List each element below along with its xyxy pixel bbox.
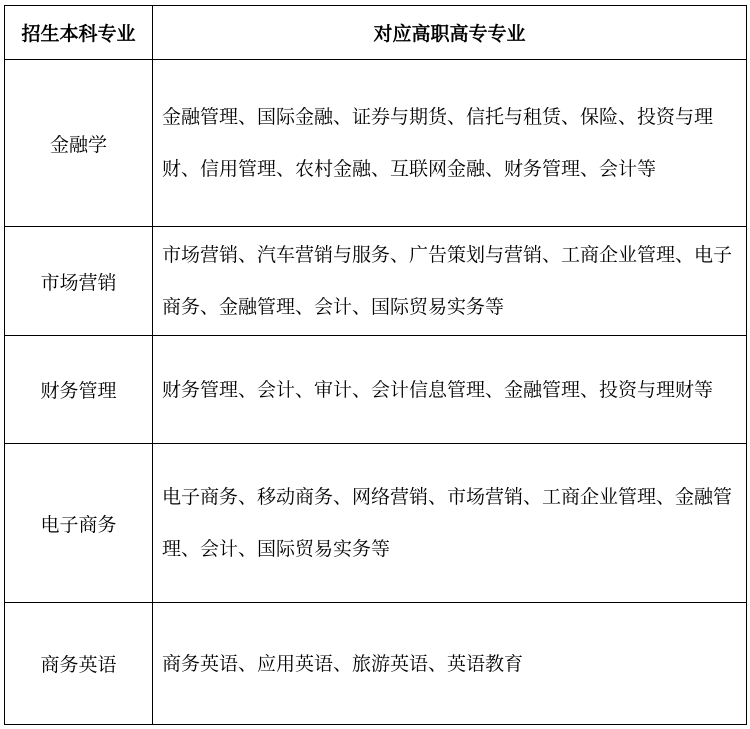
- table-row: [5, 60, 747, 227]
- header-undergrad-major: 招生本科专业: [5, 6, 153, 60]
- table-row: [5, 227, 747, 336]
- undergrad-major-cell: 电子商务: [5, 444, 153, 603]
- undergrad-major-cell: 财务管理: [5, 336, 153, 444]
- undergrad-major-cell: 市场营销: [5, 227, 153, 336]
- undergrad-major-cell: 商务英语: [5, 603, 153, 725]
- header-vocational-major: 对应高职高专专业: [153, 6, 747, 60]
- vocational-majors-cell: 财务管理、会计、审计、会计信息管理、金融管理、投资与理财等: [153, 336, 747, 444]
- header-row: [5, 6, 747, 60]
- vocational-majors-cell: 商务英语、应用英语、旅游英语、英语教育: [153, 603, 747, 725]
- major-mapping-table: [4, 5, 747, 725]
- table-row: [5, 603, 747, 725]
- table-row: [5, 336, 747, 444]
- vocational-majors-cell: 市场营销、汽车营销与服务、广告策划与营销、工商企业管理、电子商务、金融管理、会计、国际贸易实务等: [153, 227, 747, 336]
- vocational-majors-cell: 电子商务、移动商务、网络营销、市场营销、工商企业管理、金融管理、会计、国际贸易实务等: [153, 444, 747, 603]
- vocational-majors-cell: 金融管理、国际金融、证券与期货、信托与租赁、保险、投资与理财、信用管理、农村金融、互联网金融、财务管理、会计等: [153, 60, 747, 227]
- undergrad-major-cell: 金融学: [5, 60, 153, 227]
- table-row: [5, 444, 747, 603]
